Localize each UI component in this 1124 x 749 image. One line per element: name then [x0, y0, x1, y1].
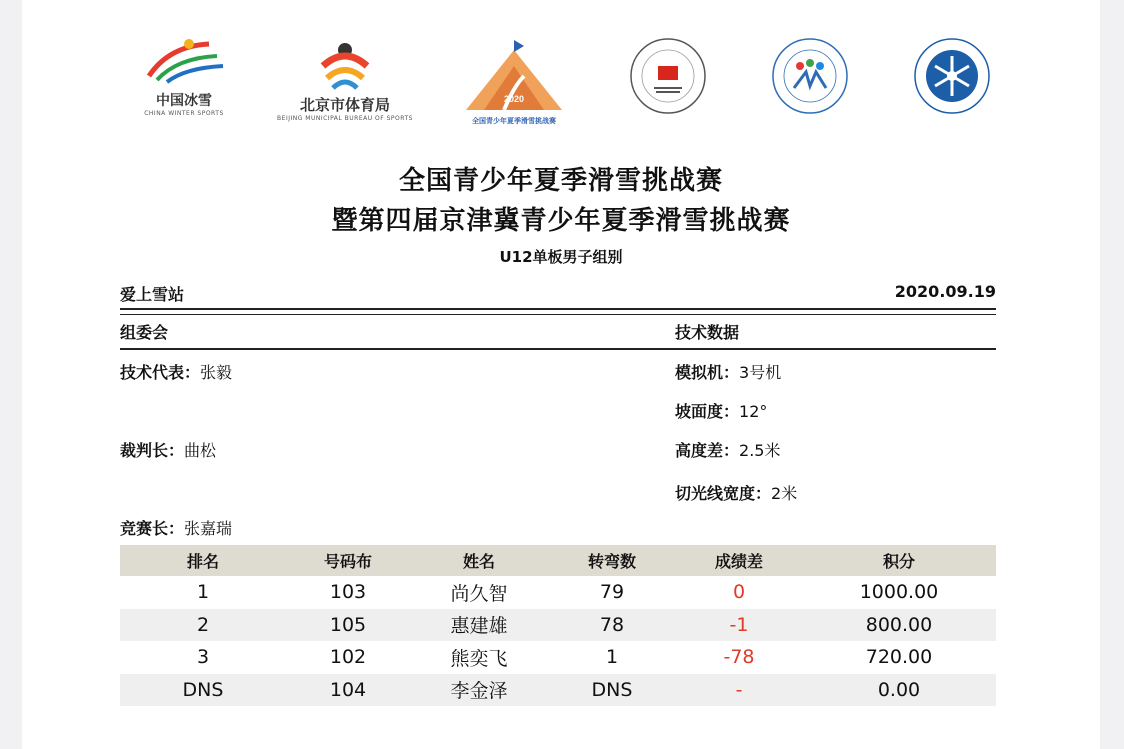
turns-cell: 79	[599, 581, 625, 604]
diff-cell: -1	[676, 609, 802, 642]
name-cell: 李金泽	[410, 674, 548, 707]
winter-sports-emblem-icon	[139, 36, 229, 88]
field-label: 裁判长：	[120, 441, 185, 460]
sports-bureau-emblem-icon	[315, 36, 375, 92]
field-value: 2.5米	[739, 441, 781, 460]
page-title-line2: 暨第四届京津冀青少年夏季滑雪挑战赛	[331, 206, 791, 236]
diff-cell: 0	[732, 581, 746, 604]
field-value: 2米	[771, 484, 798, 503]
rank-cell: 2	[120, 609, 286, 642]
turns-cell: 78	[548, 609, 676, 642]
slope-angle	[675, 399, 767, 422]
document-page	[22, 0, 1100, 749]
table-row	[120, 641, 996, 674]
table-row	[120, 576, 996, 609]
category-subtitle: U12单板男子组别	[499, 248, 623, 266]
china-winter-sports-logo	[134, 36, 234, 128]
table-row	[120, 674, 996, 707]
ski-association-snowflake-icon	[912, 36, 992, 116]
field-label: 竞赛长：	[120, 519, 185, 538]
venue-name: 爱上雪站	[120, 285, 185, 304]
svg-text:2020: 2020	[503, 94, 525, 104]
light-line-width	[675, 481, 797, 504]
technical-delegate	[120, 360, 232, 383]
beijing-sports-association-logo	[768, 36, 852, 128]
beijing-sports-bureau-logo	[277, 36, 413, 128]
ski-challenge-mountain-icon	[464, 36, 564, 114]
rank-cell: DNS	[120, 674, 286, 707]
column-header-points: 积分	[802, 545, 996, 576]
column-header-diff: 成绩差	[676, 545, 802, 576]
venue-date-row	[120, 282, 996, 304]
national-youth-ski-challenge-logo	[462, 36, 566, 128]
sports-association-seal-icon	[770, 36, 850, 116]
double-divider	[120, 308, 996, 315]
points-cell: 0.00	[802, 674, 996, 707]
page-title-line1: 全国青少年夏季滑雪挑战赛	[398, 166, 723, 196]
section-divider	[120, 348, 996, 350]
rank-cell: 3	[196, 646, 210, 669]
name-cell: 熊奕飞	[450, 647, 508, 670]
ski-association-seal-icon	[628, 36, 708, 116]
rank-cell: 1	[196, 581, 210, 604]
bib-cell: 105	[286, 609, 410, 642]
name-cell: 尚久智	[450, 582, 508, 605]
field-label: 高度差：	[675, 441, 740, 460]
competition-director	[120, 516, 232, 539]
points-cell: 1000.00	[859, 581, 939, 604]
technical-data-heading: 技术数据	[675, 323, 740, 342]
field-value: 3号机	[739, 363, 782, 382]
bib-cell: 104	[286, 674, 410, 707]
logo-strip	[22, 36, 1100, 136]
beijing-ski-association-logo	[910, 36, 994, 128]
height-difference	[675, 438, 780, 461]
field-value: 张嘉瑞	[184, 519, 233, 538]
field-value: 张毅	[200, 363, 233, 382]
field-label: 模拟机：	[675, 363, 740, 382]
bib-cell: 102	[329, 646, 367, 669]
chief-judge	[120, 438, 216, 461]
logo-caption-en: CHINA WINTER SPORTS	[144, 110, 224, 117]
points-cell: 720.00	[865, 646, 933, 669]
column-header-name: 姓名	[410, 545, 548, 576]
column-header-rank: 排名	[120, 545, 286, 576]
name-cell: 惠建雄	[410, 609, 548, 642]
chinese-ski-association-logo	[626, 36, 710, 128]
event-date: 2020.09.19	[894, 282, 996, 301]
column-header-bib: 号码布	[286, 545, 410, 576]
simulator-machine	[675, 360, 781, 383]
turns-cell: 1	[605, 646, 619, 669]
table-header-row	[120, 545, 996, 576]
bib-cell: 103	[329, 581, 367, 604]
turns-cell: DNS	[548, 674, 676, 707]
diff-cell: -78	[723, 646, 755, 669]
logo-caption: 全国青少年夏季滑雪挑战赛	[472, 117, 556, 125]
section-header-row	[120, 320, 996, 342]
points-cell: 800.00	[802, 609, 996, 642]
committee-heading: 组委会	[120, 323, 169, 342]
field-label: 技术代表：	[120, 363, 201, 382]
field-value: 曲松	[184, 441, 217, 460]
field-value: 12°	[739, 402, 768, 421]
column-header-turns: 转弯数	[548, 545, 676, 576]
results-table	[120, 545, 996, 706]
logo-caption-en: BEIJING MUNICIPAL BUREAU OF SPORTS	[277, 115, 413, 122]
logo-caption: 北京市体育局	[299, 96, 390, 114]
field-label: 切光线宽度：	[675, 484, 772, 503]
diff-cell: -	[676, 674, 802, 707]
logo-caption: 中国冰雪	[156, 93, 212, 109]
field-label: 坡面度：	[675, 402, 740, 421]
table-row	[120, 609, 996, 642]
